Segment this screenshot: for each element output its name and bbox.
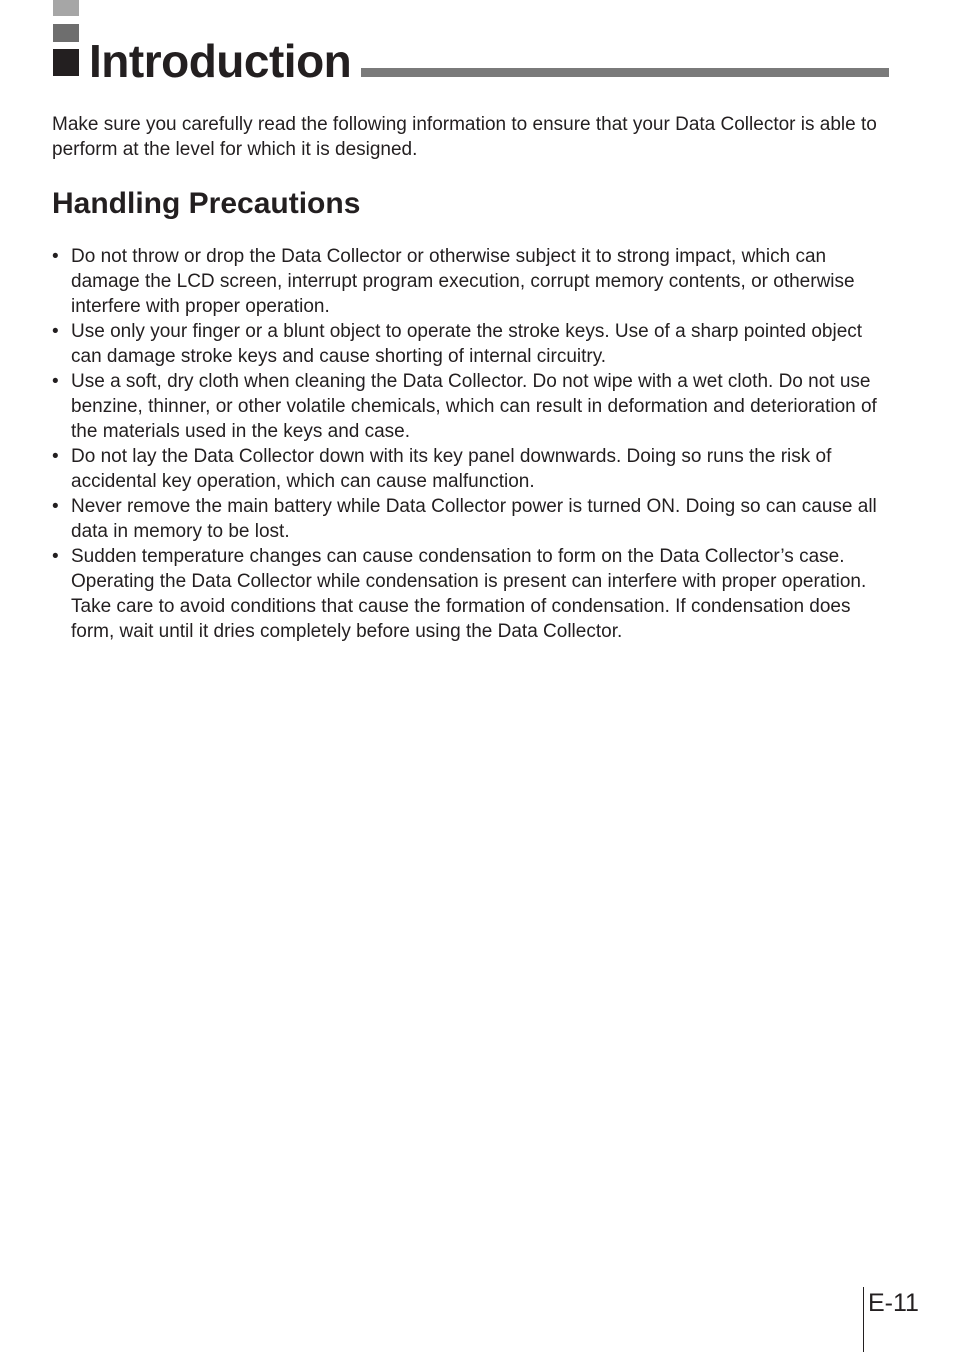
- bullet-icon: •: [52, 446, 59, 467]
- precaution-item: [52, 244, 892, 319]
- bullet-icon: •: [52, 496, 59, 517]
- precaution-text: Do not lay the Data Collector down with its key panel downwards. Doing so runs the risk of accidental key operation, which can cause malfunction.: [71, 446, 832, 492]
- intro-paragraph: Make sure you carefully read the following information to ensure that your Data Collector is able to perform at the level for which it is designed.: [52, 114, 877, 160]
- precaution-item: [52, 494, 892, 544]
- precaution-text: Use only your finger or a blunt object to operate the stroke keys. Use of a sharp pointed object can damage stroke keys and cause shorting of internal circuitry.: [71, 321, 863, 367]
- decor-square-light: [53, 0, 79, 16]
- bullet-icon: •: [52, 546, 59, 567]
- section-heading: Handling Precautions: [52, 187, 361, 220]
- precaution-text: Use a soft, dry cloth when cleaning the Data Collector. Do not wipe with a wet cloth. Do not use benzine, thinner, or other volatile chemicals, which can result in deformation and deterioration of the materials used in the keys and case.: [71, 371, 877, 442]
- title-rule: [361, 68, 889, 77]
- precaution-text: Never remove the main battery while Data Collector power is turned ON. Doing so can cause all data in memory to be lost.: [71, 496, 877, 542]
- bullet-icon: •: [52, 321, 59, 342]
- precaution-item: [52, 369, 892, 444]
- page-number: E-11: [868, 1289, 919, 1317]
- decor-square-dark: [53, 49, 79, 76]
- page-number-rule: [863, 1287, 864, 1352]
- decor-square-mid: [53, 24, 79, 42]
- precaution-text: Sudden temperature changes can cause condensation to form on the Data Collector’s case. Operating the Data Collector while condensation is present can interfere with proper operation. Take care to avoid conditions that cause the formation of condensation. If condensation does form, wait until it dries completely before using the Data Collector.: [71, 546, 867, 642]
- precautions-list: [52, 244, 892, 644]
- precaution-item: [52, 544, 892, 644]
- precaution-item: [52, 444, 892, 494]
- bullet-icon: •: [52, 371, 59, 392]
- page-title: Introduction: [89, 35, 352, 87]
- bullet-icon: •: [52, 246, 59, 267]
- precaution-text: Do not throw or drop the Data Collector or otherwise subject it to strong impact, which can damage the LCD screen, interrupt program execution, corrupt memory contents, or otherwise interfere with proper operation.: [71, 246, 855, 317]
- precaution-item: [52, 319, 892, 369]
